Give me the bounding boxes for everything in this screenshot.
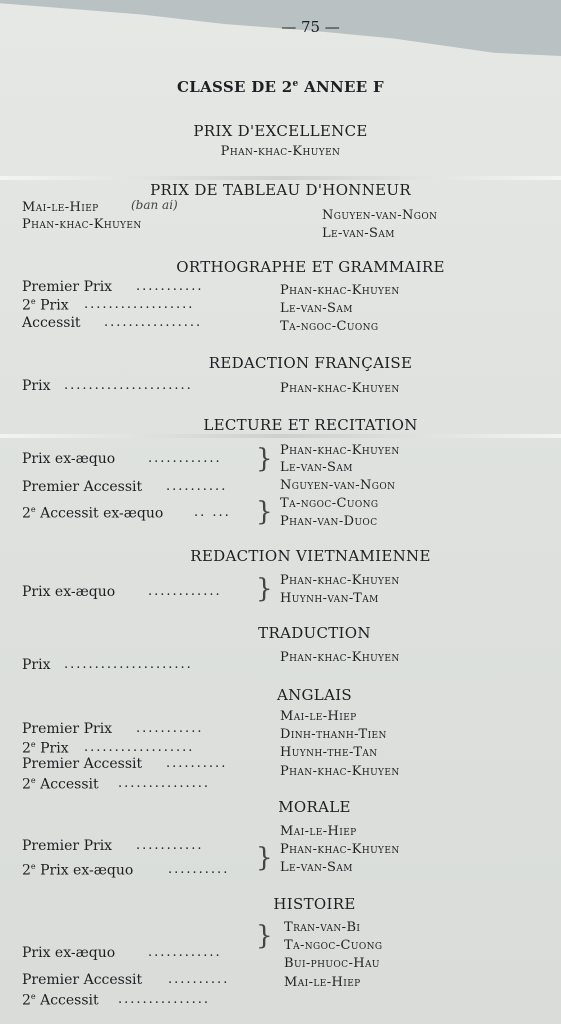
prize-label: 2e Accessit: [22, 776, 99, 793]
prize-winner: Mai-le-Hiep: [284, 975, 361, 990]
honneur-right-name: Nguyen-van-Ngon: [322, 208, 438, 223]
prize-label: Premier Accessit: [22, 479, 143, 495]
leader-dots: ...............: [118, 776, 210, 791]
prize-winner: Le-van-Sam: [280, 301, 353, 316]
prize-label: Premier Prix: [22, 838, 113, 854]
prize-winner: Ta-ngoc-Cuong: [280, 319, 379, 334]
prize-label: Premier Prix: [22, 721, 113, 737]
leader-dots: ...........: [136, 838, 204, 853]
honneur-left-name: Mai-le-Hiep: [22, 200, 99, 215]
prize-winner: Mai-le-Hiep: [280, 709, 357, 724]
excellence-winner: Phan-khac-Khuyen: [220, 144, 341, 159]
section-title-anglais: ANGLAIS: [276, 686, 353, 704]
section-title-lecture: LECTURE ET RECITATION: [203, 416, 418, 434]
leader-dots: ...............: [118, 992, 210, 1007]
prize-label: Prix ex-æquo: [22, 584, 116, 600]
section-title-redaction-vn: REDACTION VIETNAMIENNE: [190, 547, 431, 565]
prize-winner: Phan-khac-Khuyen: [280, 443, 400, 458]
prize-winner: Ta-ngoc-Cuong: [280, 496, 379, 511]
leader-dots: ..........: [168, 862, 230, 877]
section-title-histoire: HISTOIRE: [273, 895, 356, 913]
prize-label: 2e Prix: [22, 740, 69, 757]
honneur-left-name: Phan-khac-Khuyen: [22, 217, 142, 232]
section-title-redaction-fr: REDACTION FRANÇAISE: [208, 354, 413, 372]
prize-label: 2e Prix: [22, 297, 69, 314]
leader-dots: ............: [148, 451, 222, 466]
leader-dots: ..........: [166, 756, 228, 771]
leader-dots: ..........: [166, 479, 228, 494]
prize-winner: Phan-khac-Khuyen: [280, 764, 400, 779]
section-title-morale: MORALE: [278, 798, 351, 816]
brace: }: [256, 921, 273, 951]
leader-dots: ..........: [168, 972, 230, 987]
leader-dots: ..................: [84, 297, 195, 312]
leader-dots: ................: [104, 315, 203, 330]
prize-winner: Dinh-thanh-Tien: [280, 727, 387, 742]
page-number: — 75 —: [281, 18, 340, 36]
leader-dots: ............: [148, 584, 222, 599]
prize-label: 2e Accessit ex-æquo: [22, 505, 164, 522]
prize-label: Prix ex-æquo: [22, 451, 116, 467]
class-title: CLASSE DE 2e ANNEE F: [177, 78, 384, 96]
prize-winner: Huynh-the-Tan: [280, 745, 378, 760]
leader-dots: ...........: [136, 721, 204, 736]
section-title-orthographe: ORTHOGRAPHE ET GRAMMAIRE: [176, 258, 445, 276]
prize-label: Prix: [22, 378, 51, 394]
prize-winner: Nguyen-van-Ngon: [280, 478, 396, 493]
prize-winner: Huynh-van-Tam: [280, 591, 379, 606]
prize-label: Accessit: [22, 315, 81, 331]
section-title-excellence: PRIX D'EXCELLENCE: [193, 122, 368, 140]
section-title-traduction: TRADUCTION: [258, 624, 371, 642]
brace: }: [256, 843, 273, 873]
prize-winner: Phan-khac-Khuyen: [280, 650, 400, 665]
prize-winner: Le-van-Sam: [280, 460, 353, 475]
section-title-honneur: PRIX DE TABLEAU D'HONNEUR: [150, 181, 411, 199]
prize-winner: Bui-phuoc-Hau: [284, 956, 380, 971]
leader-dots: .....................: [64, 378, 193, 393]
brace: }: [256, 574, 273, 604]
prize-winner: Phan-khac-Khuyen: [280, 381, 400, 396]
prize-label: 2e Prix ex-æquo: [22, 862, 134, 879]
prize-label: Prix: [22, 657, 51, 673]
leader-dots: .....................: [64, 657, 193, 672]
leader-dots: ............: [148, 945, 222, 960]
handwritten-note: (ban ai): [131, 198, 178, 212]
leader-dots: ..................: [84, 740, 195, 755]
prize-winner: Ta-ngoc-Cuong: [284, 938, 383, 953]
prize-label: Premier Accessit: [22, 756, 143, 772]
prize-winner: Mai-le-Hiep: [280, 824, 357, 839]
brace: }: [256, 444, 273, 474]
torn-paper-edge: [0, 0, 561, 80]
prize-winner: Le-van-Sam: [280, 860, 353, 875]
brace: }: [256, 497, 273, 527]
leader-dots: ...........: [136, 279, 204, 294]
prize-winner: Phan-khac-Khuyen: [280, 283, 400, 298]
prize-winner: Phan-van-Duoc: [280, 514, 378, 529]
honneur-right-name: Le-van-Sam: [322, 226, 395, 241]
prize-winner: Phan-khac-Khuyen: [280, 573, 400, 588]
prize-winner: Phan-khac-Khuyen: [280, 842, 400, 857]
paper-crease: [0, 176, 561, 180]
prize-winner: Tran-van-Bi: [284, 920, 361, 935]
prize-label: 2e Accessit: [22, 992, 99, 1009]
prize-label: Prix ex-æquo: [22, 945, 116, 961]
prize-label: Premier Prix: [22, 279, 113, 295]
paper-crease: [0, 434, 561, 438]
prize-label: Premier Accessit: [22, 972, 143, 988]
leader-dots: .. ...: [194, 505, 231, 520]
